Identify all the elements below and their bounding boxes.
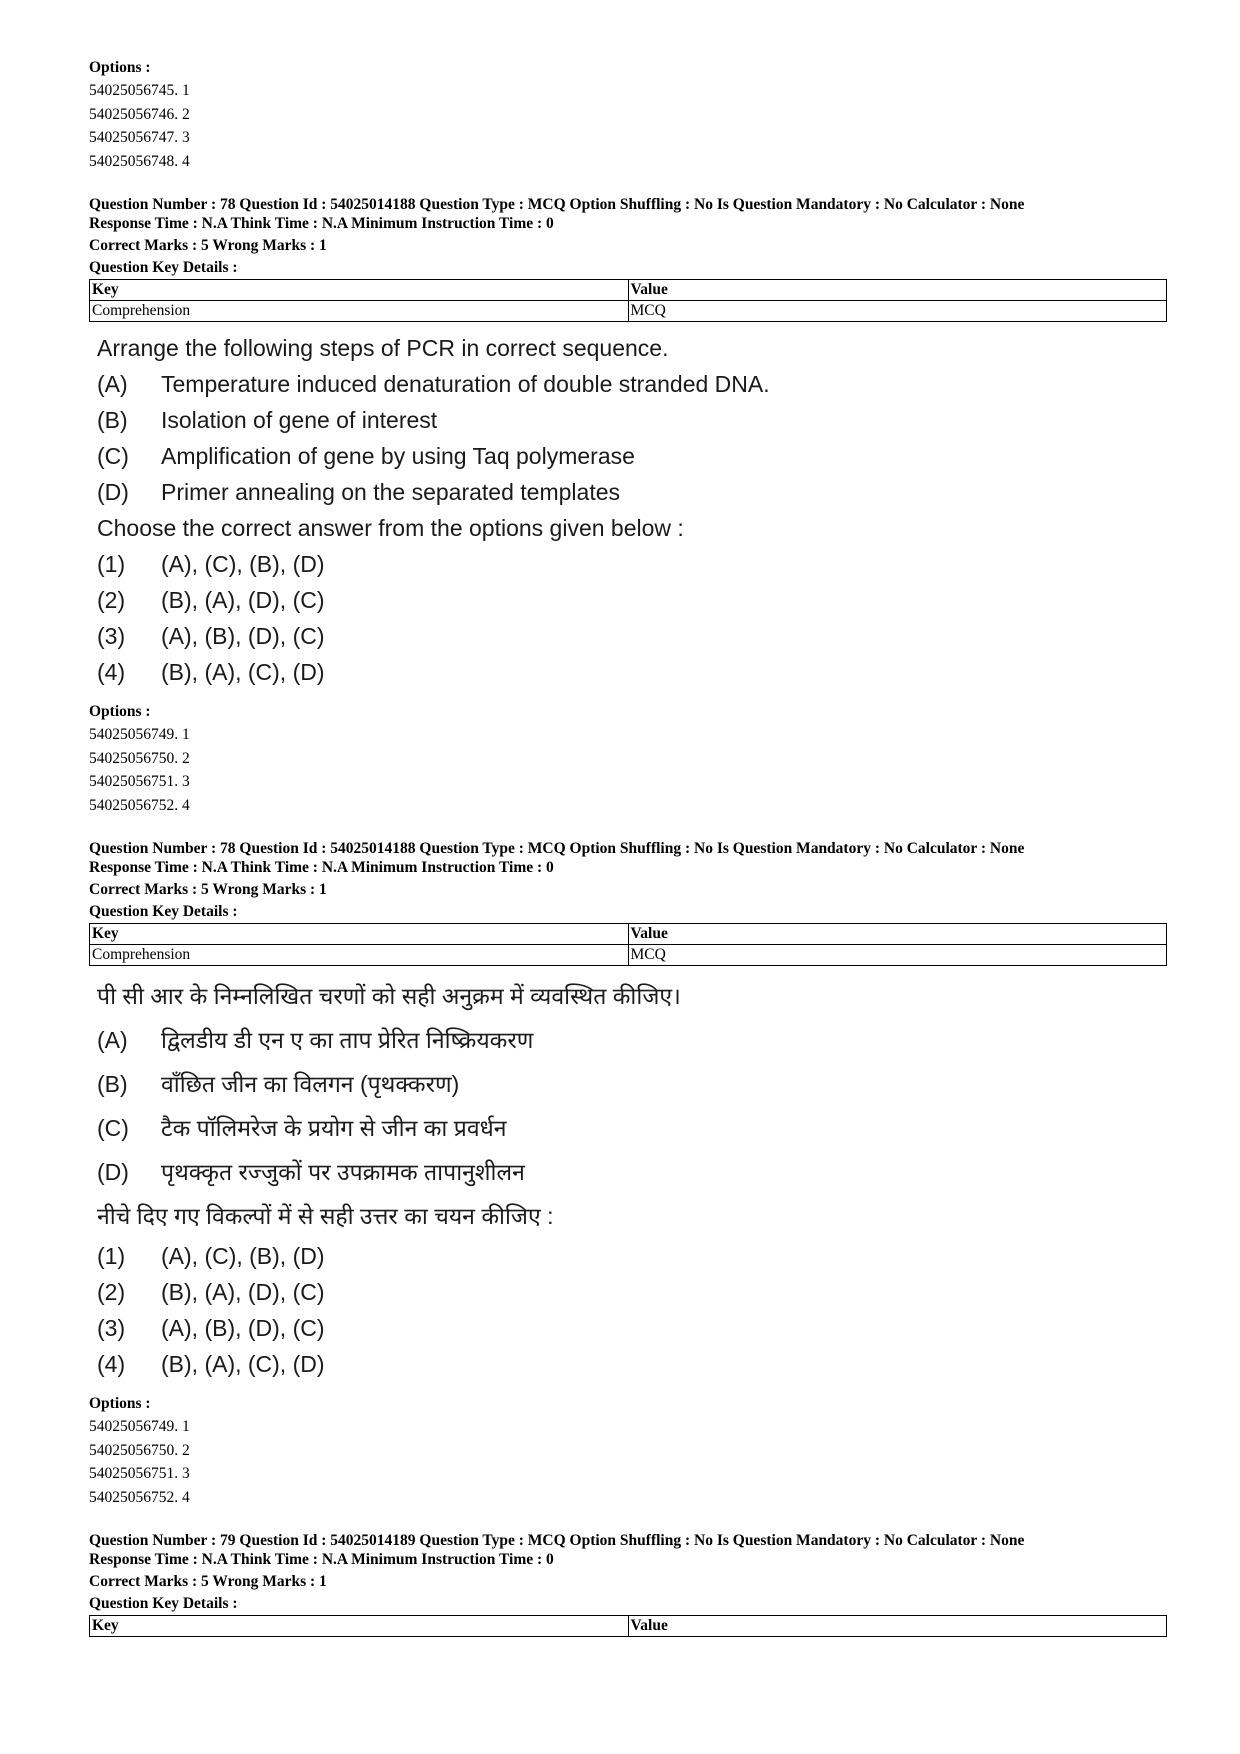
question-78-english <box>89 195 1167 817</box>
table-header-value: Value <box>628 924 1167 945</box>
answer-choice <box>97 546 1167 582</box>
table-header-row <box>90 1616 1167 1637</box>
answer-tag: (3) <box>97 623 126 649</box>
statement-item <box>97 474 1167 510</box>
statement-tag: (A) <box>97 1027 128 1053</box>
option-line: 54025056751. 3 <box>89 773 190 790</box>
option-line: 54025056749. 1 <box>89 1418 190 1435</box>
statement-tag: (D) <box>97 479 129 505</box>
table-cell-key: Comprehension <box>90 945 629 966</box>
options-block <box>89 700 1167 817</box>
answer-text: (B), (A), (D), (C) <box>161 1279 325 1305</box>
statement-text: वाँछित जीन का विलगन (पृथक्करण) <box>161 1071 460 1097</box>
question-key-table <box>89 1615 1167 1637</box>
question-meta-line: Response Time : N.A Think Time : N.A Minimum Instruction Time : 0 <box>89 215 554 232</box>
option-line: 54025056751. 3 <box>89 1465 190 1482</box>
statement-tag: (C) <box>97 1115 129 1141</box>
statement-text: Primer annealing on the separated templates <box>161 479 621 505</box>
answer-choice <box>97 582 1167 618</box>
question-meta-line: Response Time : N.A Think Time : N.A Minimum Instruction Time : 0 <box>89 859 554 876</box>
table-cell-key: Comprehension <box>90 301 629 322</box>
question-key-details-label: Question Key Details : <box>89 259 238 276</box>
option-line: 54025056747. 3 <box>89 129 190 146</box>
answer-tag: (4) <box>97 1351 126 1377</box>
top-options-block <box>89 56 1167 173</box>
statement-tag: (A) <box>97 371 128 397</box>
answer-choice <box>97 654 1167 690</box>
option-line: 54025056748. 4 <box>89 152 190 170</box>
document-page <box>89 56 1167 1637</box>
statement-text: Temperature induced denaturation of double stranded DNA. <box>161 371 770 397</box>
answer-text: (B), (A), (C), (D) <box>161 659 325 685</box>
marks-line: Correct Marks : 5 Wrong Marks : 1 <box>89 881 327 898</box>
statement-item <box>97 1062 1167 1106</box>
answer-tag: (2) <box>97 1279 126 1305</box>
options-label: Options : <box>89 703 151 720</box>
statement-text: Isolation of gene of interest <box>161 407 438 433</box>
answer-text: (B), (A), (D), (C) <box>161 587 325 613</box>
answer-choice <box>97 1238 1167 1274</box>
answer-text: (A), (C), (B), (D) <box>161 551 325 577</box>
statement-text: Amplification of gene by using Taq polymerase <box>161 443 635 469</box>
answer-tag: (2) <box>97 587 126 613</box>
statement-item <box>97 1150 1167 1194</box>
question-meta-line: Response Time : N.A Think Time : N.A Minimum Instruction Time : 0 <box>89 1551 554 1568</box>
answer-choice <box>97 1274 1167 1310</box>
options-block <box>89 1392 1167 1509</box>
answer-tag: (1) <box>97 1243 126 1269</box>
question-body <box>97 974 1167 1382</box>
marks-line: Correct Marks : 5 Wrong Marks : 1 <box>89 1573 327 1590</box>
statement-item <box>97 402 1167 438</box>
statement-item <box>97 1018 1167 1062</box>
statement-tag: (D) <box>97 1159 129 1185</box>
answer-tag: (1) <box>97 551 126 577</box>
answer-text: (A), (C), (B), (D) <box>161 1243 325 1269</box>
marks-line: Correct Marks : 5 Wrong Marks : 1 <box>89 237 327 254</box>
table-row <box>90 945 1167 966</box>
question-key-details-label: Question Key Details : <box>89 1595 238 1612</box>
option-line: 54025056750. 2 <box>89 749 190 767</box>
question-stem: Arrange the following steps of PCR in correct sequence. <box>97 335 669 361</box>
answer-text: (A), (B), (D), (C) <box>161 1315 325 1341</box>
choose-instruction: नीचे दिए गए विकल्पों में से सही उत्तर का चयन कीजिए : <box>97 1203 554 1229</box>
answer-text: (A), (B), (D), (C) <box>161 623 325 649</box>
question-key-table <box>89 923 1167 966</box>
question-body <box>97 330 1167 690</box>
question-meta-line: Question Number : 79 Question Id : 54025014189 Question Type : MCQ Option Shuffling : No Is Question Mandatory : No Calculator : None <box>89 1532 1025 1549</box>
option-line: 54025056745. 1 <box>89 82 190 99</box>
question-key-details-label: Question Key Details : <box>89 903 238 920</box>
option-line: 54025056752. 4 <box>89 1488 190 1506</box>
table-header-row <box>90 280 1167 301</box>
table-cell-value: MCQ <box>628 945 1167 966</box>
choose-instruction: Choose the correct answer from the options given below : <box>97 515 684 541</box>
question-stem: पी सी आर के निम्नलिखित चरणों को सही अनुक्रम में व्यवस्थित कीजिए। <box>97 983 681 1009</box>
statement-tag: (B) <box>97 407 128 433</box>
question-meta-line: Question Number : 78 Question Id : 54025014188 Question Type : MCQ Option Shuffling : No Is Question Mandatory : No Calculator : None <box>89 196 1025 213</box>
table-header-row <box>90 924 1167 945</box>
table-header-key: Key <box>90 924 629 945</box>
statement-text: टैक पॉलिमरेज के प्रयोग से जीन का प्रवर्धन <box>161 1115 507 1141</box>
option-line: 54025056752. 4 <box>89 796 190 814</box>
table-header-value: Value <box>628 280 1167 301</box>
answer-tag: (3) <box>97 1315 126 1341</box>
statement-item <box>97 1106 1167 1150</box>
answer-choice <box>97 1310 1167 1346</box>
options-label: Options : <box>89 59 151 76</box>
statement-text: द्विलडीय डी एन ए का ताप प्रेरित निष्क्रियकरण <box>161 1027 534 1053</box>
question-meta-line: Question Number : 78 Question Id : 54025014188 Question Type : MCQ Option Shuffling : No Is Question Mandatory : No Calculator : None <box>89 840 1025 857</box>
table-row <box>90 301 1167 322</box>
question-78-hindi <box>89 839 1167 1509</box>
option-line: 54025056749. 1 <box>89 726 190 743</box>
statement-item <box>97 438 1167 474</box>
answer-tag: (4) <box>97 659 126 685</box>
answer-text: (B), (A), (C), (D) <box>161 1351 325 1377</box>
question-key-table <box>89 279 1167 322</box>
statement-item <box>97 366 1167 402</box>
option-line: 54025056750. 2 <box>89 1441 190 1459</box>
option-line: 54025056746. 2 <box>89 105 190 123</box>
options-label: Options : <box>89 1395 151 1412</box>
statement-text: पृथक्कृत रज्जुकों पर उपक्रामक तापानुशीलन <box>161 1159 525 1185</box>
statement-tag: (C) <box>97 443 129 469</box>
table-cell-value: MCQ <box>628 301 1167 322</box>
table-header-value: Value <box>628 1616 1167 1637</box>
answer-choice <box>97 1346 1167 1382</box>
table-header-key: Key <box>90 1616 629 1637</box>
table-header-key: Key <box>90 280 629 301</box>
question-79 <box>89 1531 1167 1637</box>
statement-tag: (B) <box>97 1071 128 1097</box>
answer-choice <box>97 618 1167 654</box>
